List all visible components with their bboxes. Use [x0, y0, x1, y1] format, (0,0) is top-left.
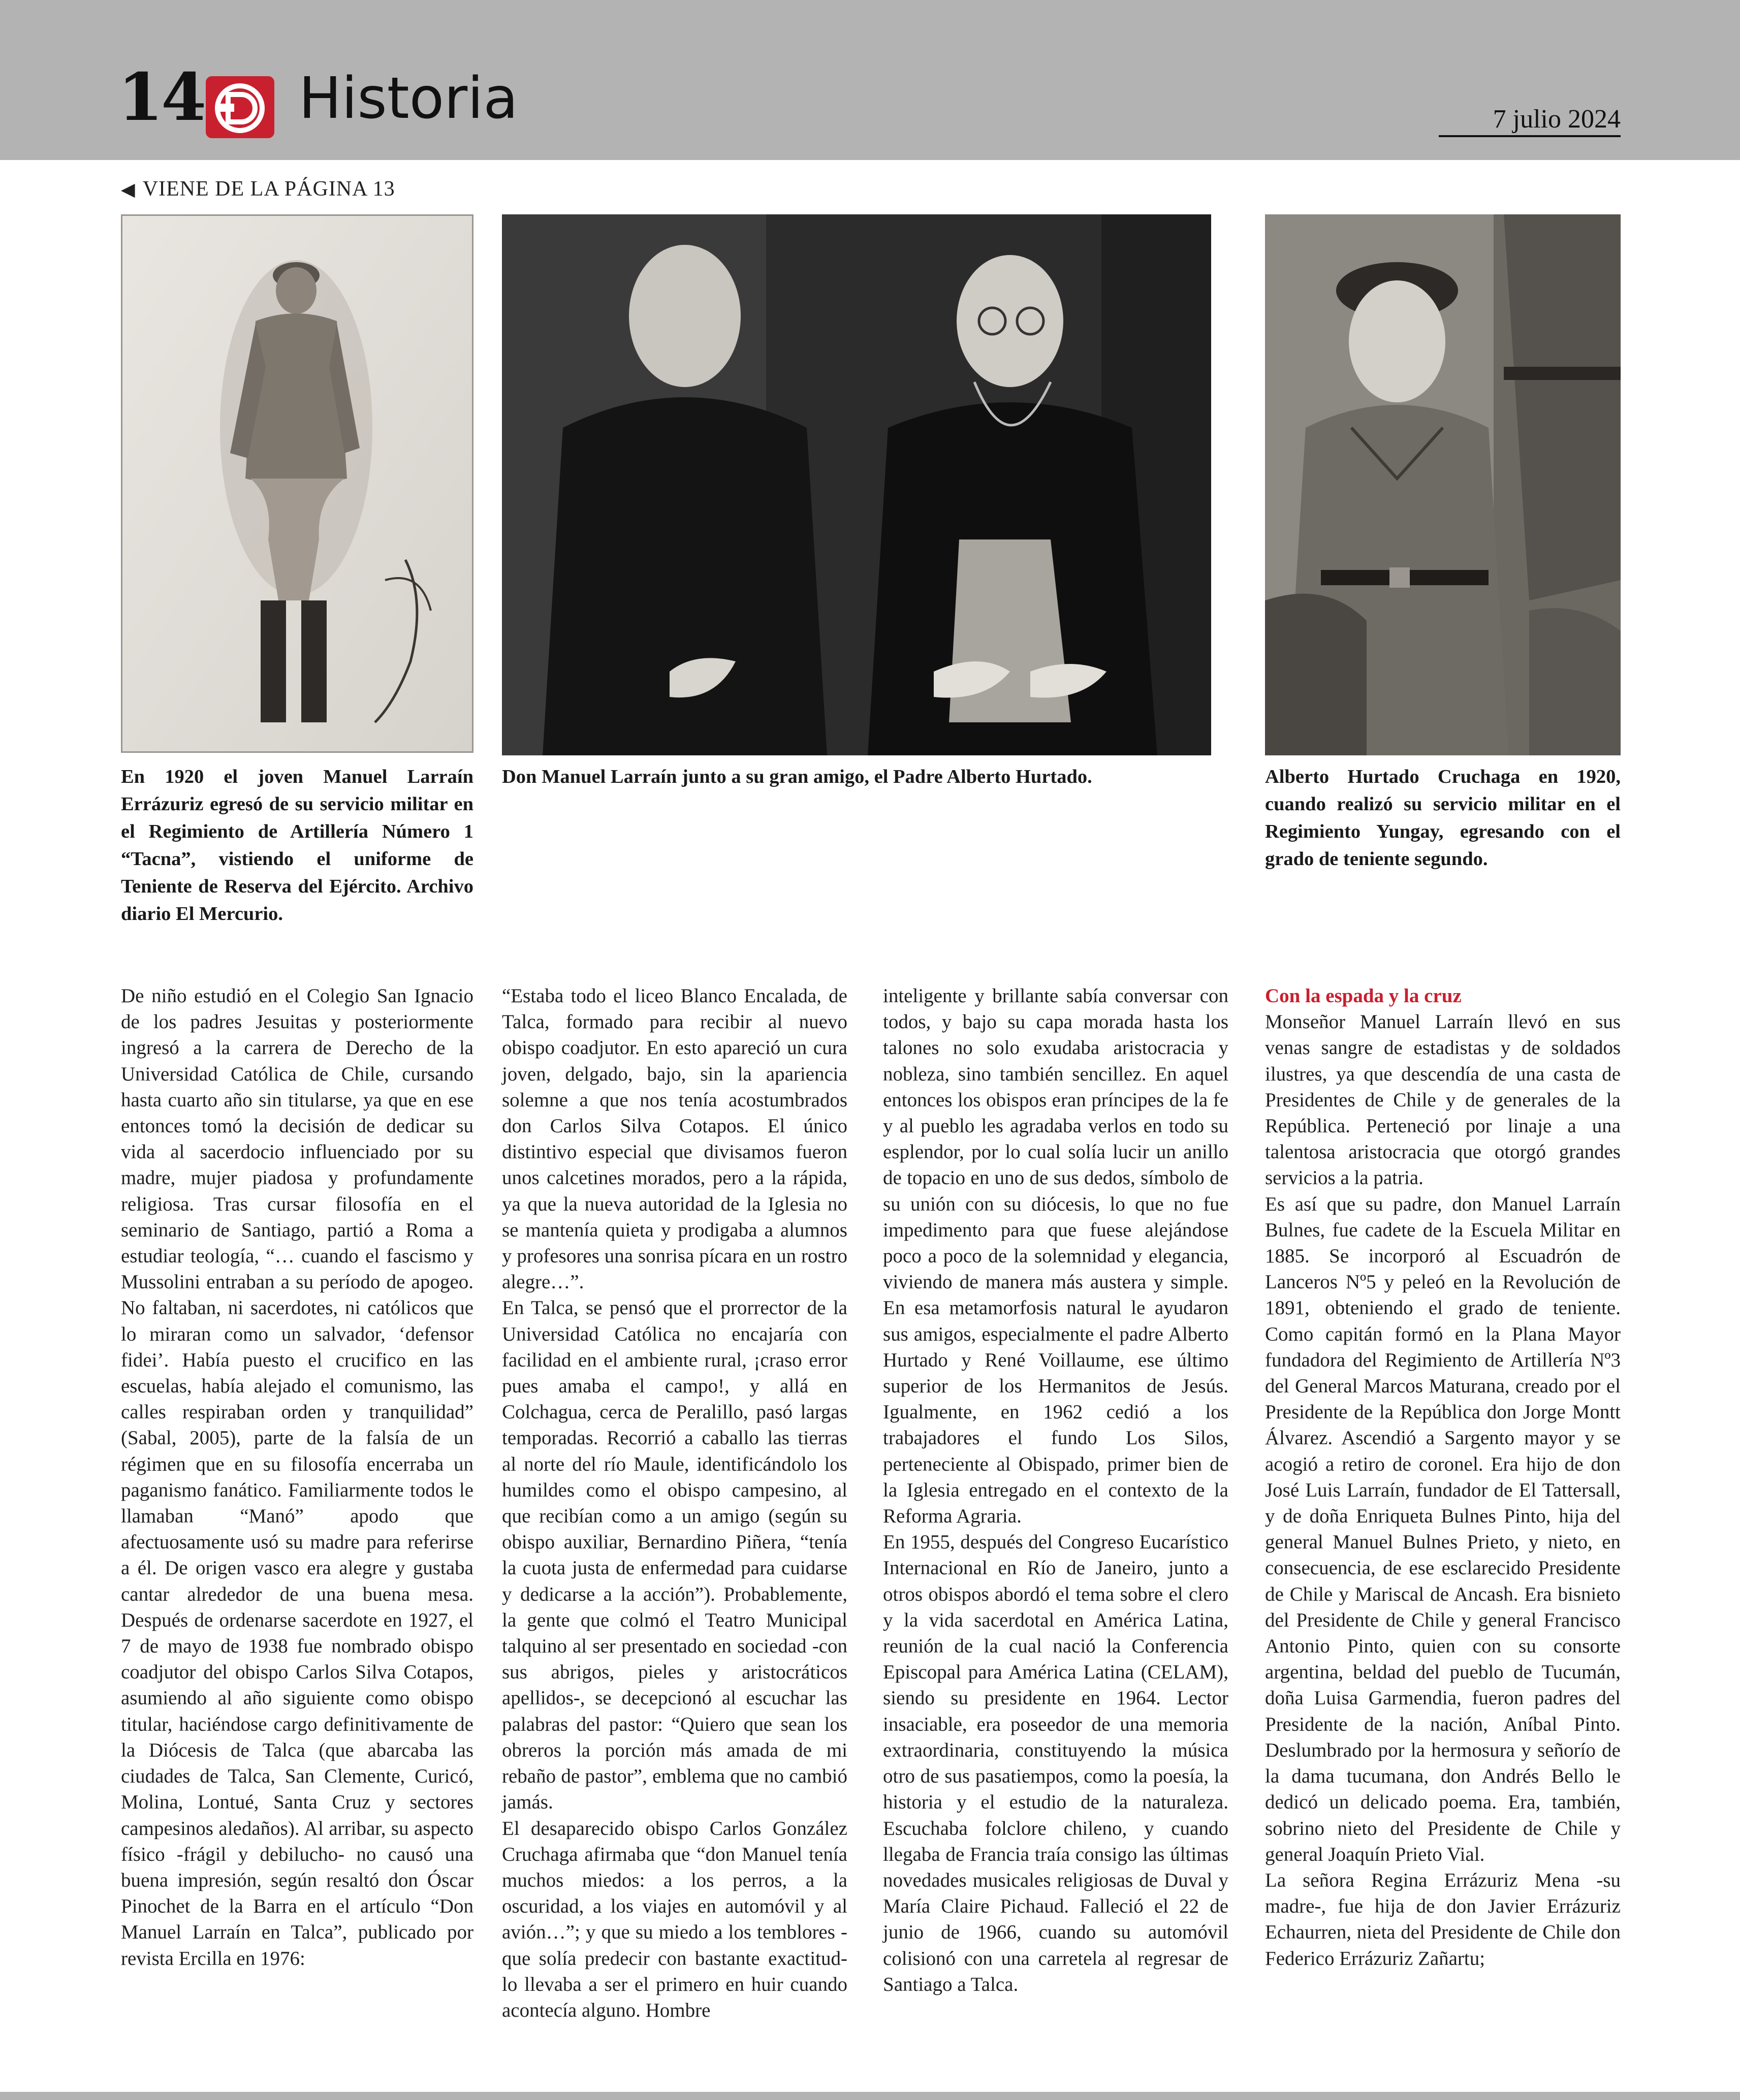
page-footer-band: [0, 2092, 1740, 2100]
article-paragraph: De niño estudió en el Colegio San Ignacio de los padres Jesuitas y posteriormente ingresó a la carrera de Derecho de la Universidad Católica de Chile, cursando hasta cuarto año sin titularse, ya que en ese entonces tomó la decisión de dedicar su vida al sacerdocio influenciado por su madre, mujer piadosa y profundamente religiosa. Tras cursar filosofía en el seminario de Santiago, partió a Roma a estudiar teología, “… cuando el fascismo y Mussolini entraban a su período de apogeo. No faltaban, ni sacerdotes, ni católicos que lo miraran como un salvador, ‘defensor fidei’. Había puesto el crucifico en las escuelas, había alejado el comunismo, las calles respiraban orden y tranquilidad” (Sabal, 2005), parte de la falsía de un régimen que en su filosofía encerraba un paganismo fanático. Familiarmente todos le llamaban “Manó” apodo que afectuosamente usó su madre para referirse a él. De origen vasco era alegre y gustaba cantar alrededor de una buena mesa. Después de ordenarse sacerdote en 1927, el 7 de mayo de 1938 fue nombrado obispo coadjutor del obispo Carlos Silva Cotapos, asumiendo al año siguiente como obispo titular, haciéndose cargo definitivamente de la Diócesis de Talca (que abarcaba las ciudades de Talca, San Clemente, Curicó, Molina, Lontué, Santa Cruz y sectores campesinos aledaños). Al arribar, su aspecto físico -frágil y debilucho- no causó una buena impresión, según resaltó don Óscar Pinochet de la Barra en el artículo “Don Manuel Larraín en Talca”, publicado por revista Ercilla en 1976:: [121, 985, 473, 1969]
caption-photo-1: En 1920 el joven Manuel Larraín Errázuriz egresó de su servicio militar en el Regimiento de Artillería Número 1 “Tacna”, vistiendo el uniforme de Teniente de Reserva del Ejército. Archivo diario El Mercurio.: [121, 766, 473, 925]
article-column-1: [121, 983, 473, 1971]
continuation-note[interactable]: [121, 177, 395, 201]
article-column-3: inteligente y brillante sabía conversar con todos, y bajo su capa morada hasta los talones no solo exudaba aristocracia y nobleza, sino también sencillez. En aquel entonces los obispos eran príncipes de la fe y al pueblo les agradaba verlos en todo su esplendor, por lo cual solía lucir un anillo de topacio en uno de sus dedos, símbolo de su unión con su diócesis, lo que no fue impedimento para que fuese alejándose poco a poco de la solemnidad y elegancia, viviendo de manera más austera y simple. En esa metamorfosis natural le ayudaron sus amigos, especialmente el padre Alberto Hurtado y René Voillaume, ese último superior de los Hermanitos de Jesús. Igualmente, en 1962 cedió a los trabajadores el fundo Los Silos, perteneciente al Obispado, primer bien de la Iglesia entregado en el contexto de la Reforma Agraria. En 1955, después del Congreso Eucarístico Internacional en Río de Janeiro, junto a otros obispos abordó el tema sobre el clero y la vida sacerdotal en América Latina, reunión de la cual nació la Conferencia Episcopal para América Latina (CELAM), siendo su presidente en 1964. Lector insaciable, era poseedor de una memoria extraordinaria, constituyendo la música otro de sus pasatiempos, como la poesía, la historia y el estudio de la naturaleza. Escuchaba folclore chileno, y cuando llegaba de Francia traía consigo las últimas novedades musicales religiosas de Duval y María Claire Pichaud. Falleció el 22 de junio de 1966, cuando su automóvil colisionó con una carretela al regresar de Santiago a Talca.: [883, 985, 1228, 1995]
issue-date: 7 julio 2024: [1493, 105, 1621, 134]
diario-logo-icon: [206, 76, 274, 138]
page-number: 14: [118, 59, 205, 136]
article-paragraph: Monseñor Manuel Larraín llevó en sus venas sangre de estadistas y de soldados ilustres, ya que descendía de una casta de Presidentes de Chile y de generales de la República. Perteneció por linaje a una talentosa aristocracia que otorgó grandes servicios a la patria. Es así que su padre, don Manuel Larraín Bulnes, fue cadete de la Escuela Militar en 1885. Se incorporó al Escuadrón de Lanceros Nº5 y peleó en la Revolución de 1891, obteniendo el grado de teniente. Como capitán formó en la Plana Mayor fundadora del Regimiento de Artillería Nº3 del General Marcos Maturana, creado por el Presidente de la República don Jorge Montt Álvarez. Ascendió a Sargento mayor y se acogió a retiro de coronel. Era hijo de don José Luis Larraín, fundador de El Tattersall, y de doña Enriqueta Bulnes Pinto, hija del general Manuel Bulnes Prieto, y nieto, en consecuencia, de ese esclarecido Presidente de Chile y Mariscal de Ancash. Era bisnieto del Presidente de Chile y general Francisco Antonio Pinto, quien con su consorte argentina, beldad del pueblo de Tucumán, doña Luisa Garmendia, fueron padres del Presidente de la nación, Aníbal Pinto. Deslumbrado por la hermosura y señorío de la dama tucumana, don Andrés Bello le dedicó un delicado poema. Era, también, sobrino nieto del Presidente de Chile y general Joaquín Prieto Vial. La señora Regina Errázuriz Mena -su madre-, fue hija de don Javier Errázuriz Echaurren, nieta del Presidente de Chile don Federico Errázuriz Zañartu;: [1265, 1011, 1621, 1969]
left-triangle-icon: ◀: [121, 179, 136, 200]
page-header: [0, 0, 1740, 160]
photo-hurtado-uniform: [1265, 214, 1621, 755]
caption-photo-3: Alberto Hurtado Cruchaga en 1920, cuando realizó su servicio militar en el Regimiento Yungay, egresando con el grado de teniente segundo.: [1265, 766, 1621, 870]
section-title: Historia: [299, 66, 518, 132]
article-column-4: [1265, 983, 1621, 1971]
photo-larrain-uniform: [121, 214, 473, 753]
date-underline: [1439, 135, 1621, 137]
continuation-text: VIENE DE LA PÁGINA 13: [142, 177, 395, 201]
subheading: Con la espada y la cruz: [1265, 985, 1462, 1007]
caption-photo-2: Don Manuel Larraín junto a su gran amigo, el Padre Alberto Hurtado.: [502, 766, 1092, 787]
article-column-2: “Estaba todo el liceo Blanco Encalada, de Talca, formado para recibir al nuevo obispo coadjutor. En esto apareció un cura joven, delgado, bajo, sin la apariencia solemne a que nos tenía acostumbrados don Carlos Silva Cotapos. El único distintivo especial que divisamos fueron unos calcetines morados, pero a la rápida, ya que la nueva autoridad de la Iglesia no se mantenía quieta y prodigaba a alumnos y profesores una sonrisa pícara en un rostro alegre…”. En Talca, se pensó que el prorrector de la Universidad Católica no encajaría con facilidad en el ambiente rural, ¡craso error pues amaba el campo!, y allá en Colchagua, cerca de Peralillo, pasó largas temporadas. Recorrió a caballo las tierras al norte del río Maule, identificándolo los humildes como el obispo campesino, al que recibían como a un amigo (según su obispo auxiliar, Bernardino Piñera, “tenía la cuota justa de enfermedad para cuidarse y dedicarse a la acción”). Probablemente, la gente que colmó el Teatro Municipal talquino al ser presentado en sociedad -con sus abrigos, pieles y aristocráticos apellidos-, se decepcionó al escuchar las palabras del pastor: “Quiero que sean los obreros la porción más amada de mi rebaño de pastor”, emblema que no cambió jamás. El desaparecido obispo Carlos González Cruchaga afirmaba que “don Manuel tenía muchos miedos: a los perros, a la oscuridad, a los viajes en automóvil y al avión…”; y que su miedo a los temblores -que solía predecir con bastante exactitud- lo llevaba a ser el primero en huir cuando acontecía alguno. Hombre: [502, 985, 847, 2021]
photo-larrain-hurtado: [502, 214, 1211, 755]
